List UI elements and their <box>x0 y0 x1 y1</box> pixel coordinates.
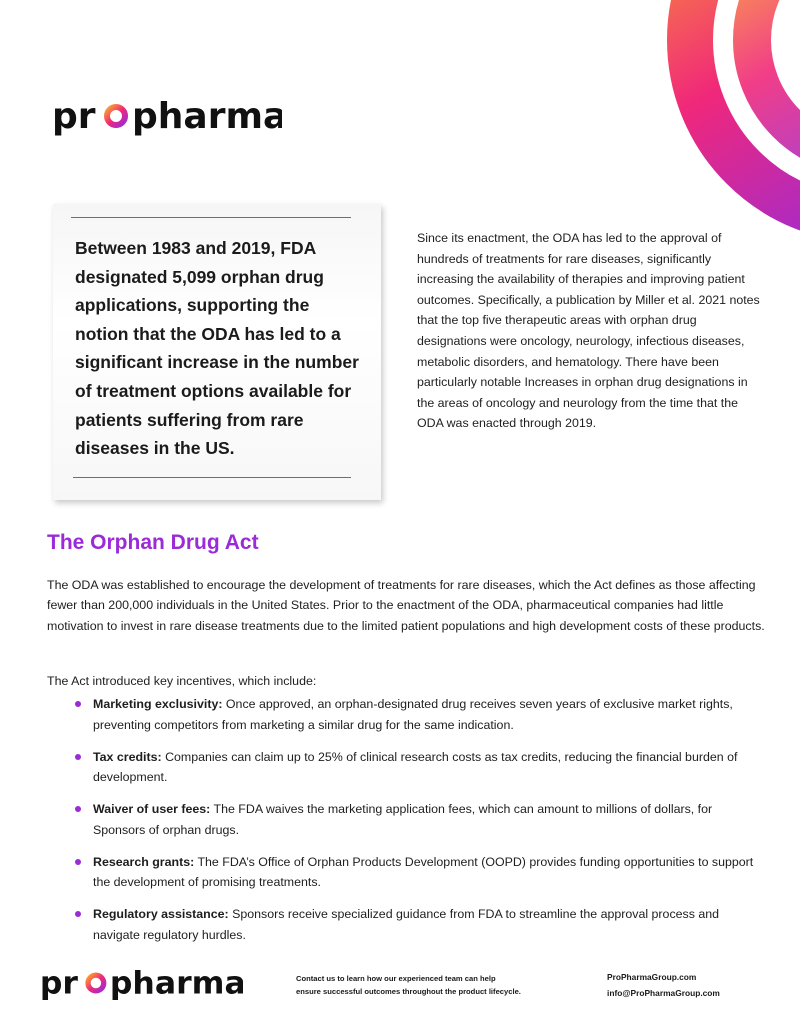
footer-website-link[interactable]: ProPharmaGroup.com <box>607 972 697 982</box>
incentive-item-marketing-exclusivity <box>47 694 765 735</box>
oda-paragraph: The ODA was established to encourage the development of treatments for rare diseases, which the Act defines as those affecting fewer than 200,000 individuals in the United States. Prior to the enactment of the ODA, pharmaceutical companies had little motivation to invest in rare disease treatments due to the limited patient populations and high development costs of these products. <box>47 578 765 633</box>
incentives-intro: The Act introduced key incentives, which include: <box>47 674 317 688</box>
incentive-list <box>47 694 765 957</box>
svg-text:pr: pr <box>52 96 96 137</box>
incentive-title: Research grants: <box>93 854 195 869</box>
propharma-logo-mark <box>38 962 243 1004</box>
propharma-logo-top[interactable] <box>52 92 282 145</box>
incentive-title: Waiver of user fees: <box>93 802 211 816</box>
incentive-text: The FDA’s Office of Orphan Products Development (OOPD) provides funding opportunities to support the development of promising treatments. <box>93 854 754 889</box>
incentive-item-waiver-of-user-fees <box>47 799 765 840</box>
quote-rule-bottom <box>73 477 351 478</box>
footer-contact <box>607 969 720 1001</box>
incentive-text: Sponsors receive specialized guidance from FDA to streamline the approval process and navigate regulatory hurdles. <box>93 907 720 942</box>
propharma-logo-mark <box>52 92 282 140</box>
svg-text:pr: pr <box>39 965 78 1002</box>
section-title: The Orphan Drug Act <box>47 531 259 554</box>
footer-email-link[interactable]: info@ProPharmaGroup.com <box>607 988 720 998</box>
decorative-arcs <box>540 0 800 240</box>
incentive-title: Marketing exclusivity: <box>93 697 223 711</box>
incentive-text: Companies can claim up to 25% of clinical research costs as tax credits, reducing the financial burden of development. <box>93 749 738 784</box>
incentive-item-research-grants <box>47 852 765 893</box>
quote-rule-top <box>71 217 351 218</box>
svg-text:pharma: pharma <box>132 96 282 137</box>
bullet-icon <box>75 701 81 707</box>
incentive-title: Regulatory assistance: <box>93 907 229 921</box>
propharma-logo-footer[interactable] <box>38 962 243 1009</box>
bullet-icon <box>75 911 81 917</box>
incentive-text: Once approved, an orphan-designated drug receives seven years of exclusive market rights, preventing competitors from marketing a similar drug for the same indication. <box>93 697 733 732</box>
incentive-text: The FDA waives the marketing application fees, which can amount to millions of dollars, for Sponsors of orphan drugs. <box>93 802 713 837</box>
bullet-icon <box>75 806 81 812</box>
pull-quote-text: Between 1983 and 2019, FDA designated 5,099 orphan drug applications, supporting the notion that the ODA has led to a significant increase in the number of treatment options available for patients suffering from rare diseases in the US. <box>75 238 359 459</box>
footer-cta-line-2: ensure successful outcomes throughout the product lifecycle. <box>296 986 521 996</box>
bullet-icon <box>75 754 81 760</box>
incentive-item-regulatory-assistance <box>47 904 765 945</box>
incentive-title: Tax credits: <box>93 749 162 764</box>
bullet-icon <box>75 859 81 865</box>
footer-cta-line-1: Contact us to learn how our experienced team can help <box>296 974 496 983</box>
intro-paragraph: Since its enactment, the ODA has led to the approval of hundreds of treatments for rare diseases, significantly increasing the availability of therapies and improving patient outcomes. Specifically, a publication by Miller et al. 2021 notes that the top five therapeutic areas with orphan drug designations were oncology, neurology, infectious diseases, metabolic disorders, and hematology. There have been particularly notable Increases in orphan drug designations in the areas of oncology and neurology from the time that the ODA was enacted through 2019. <box>417 231 760 431</box>
footer-cta <box>296 973 556 998</box>
svg-text:pharma: pharma <box>109 965 243 1002</box>
incentive-item-tax-credits <box>47 747 765 788</box>
pull-quote-card <box>53 204 381 500</box>
